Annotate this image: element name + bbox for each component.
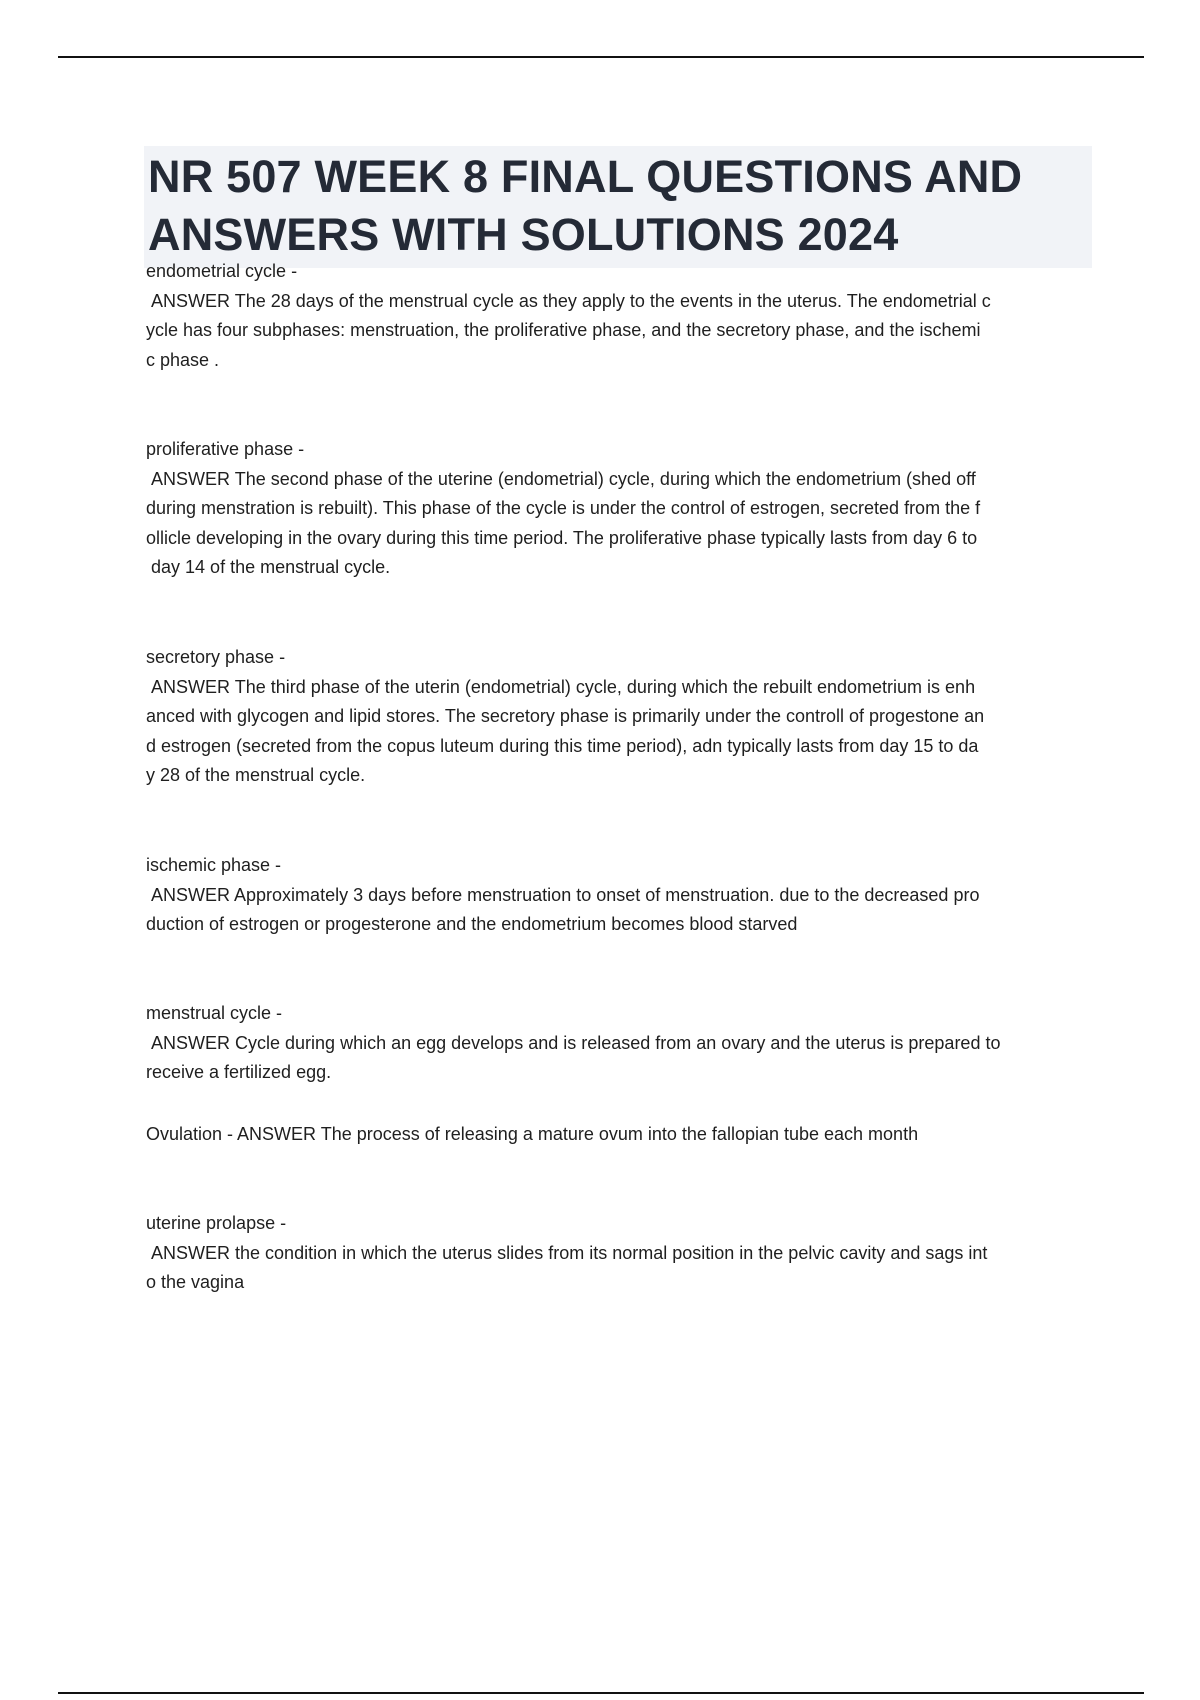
document-title: NR 507 WEEK 8 FINAL QUESTIONS AND ANSWERS WITH SOLUTIONS 2024 [148,151,1023,260]
answer-text: ANSWER The third phase of the uterin (endometrial) cycle, during which the rebuilt endometrium is enh anced with glycogen and lipid stores. The secretory phase is primarily under the controll of progestone an d estrogen (secreted from the copus luteum during this time period), adn typically lasts from day 15 to da y 28 of the menstrual cycle. [146,676,985,785]
qa-entry-uterine-prolapse [146,1209,987,1298]
answer-text: ANSWER the condition in which the uterus slides from its normal position in the pelvic cavity and sags int o the vagina [146,1242,988,1292]
term-label: menstrual cycle - [146,1003,283,1023]
term-label: Ovulation - ANSWER The process of releasing a mature ovum into the fallopian tube each month [146,1124,919,1144]
term-label: proliferative phase - [146,439,305,459]
answer-text: ANSWER Cycle during which an egg develops and is released from an ovary and the uterus is prepared to receive a fertilized egg. [146,1032,1001,1082]
qa-entry-ovulation [146,1120,918,1150]
answer-text: ANSWER The 28 days of the menstrual cycle as they apply to the events in the uterus. The endometrial c ycle has four subphases: menstruation, the proliferative phase, and the secretory phase, and the ischemi c phase . [146,290,991,370]
qa-entry-ischemic-phase [146,851,979,940]
term-label: uterine prolapse - [146,1213,287,1233]
qa-entry-proliferative-phase [146,435,980,583]
term-label: secretory phase - [146,647,286,667]
answer-text: ANSWER The second phase of the uterine (endometrial) cycle, during which the endometrium (shed off during menstration is rebuilt). This phase of the cycle is under the control of estrogen, secreted from the f ollicle developing in the ovary during this time period. The proliferative phase typically lasts from day 6 to day 14 of the menstrual cycle. [146,468,981,577]
header-rule [58,56,1144,58]
term-label: ischemic phase - [146,855,282,875]
qa-entry-secretory-phase [146,643,984,791]
term-label: endometrial cycle - [146,261,298,281]
title-block [144,146,1092,268]
footer-rule [58,1692,1144,1694]
qa-entry-endometrial-cycle [146,257,991,375]
answer-text: ANSWER Approximately 3 days before menstruation to onset of menstruation. due to the decreased pro duction of estrogen or progesterone and the endometrium becomes blood starved [146,884,980,934]
qa-entry-menstrual-cycle [146,999,1000,1088]
